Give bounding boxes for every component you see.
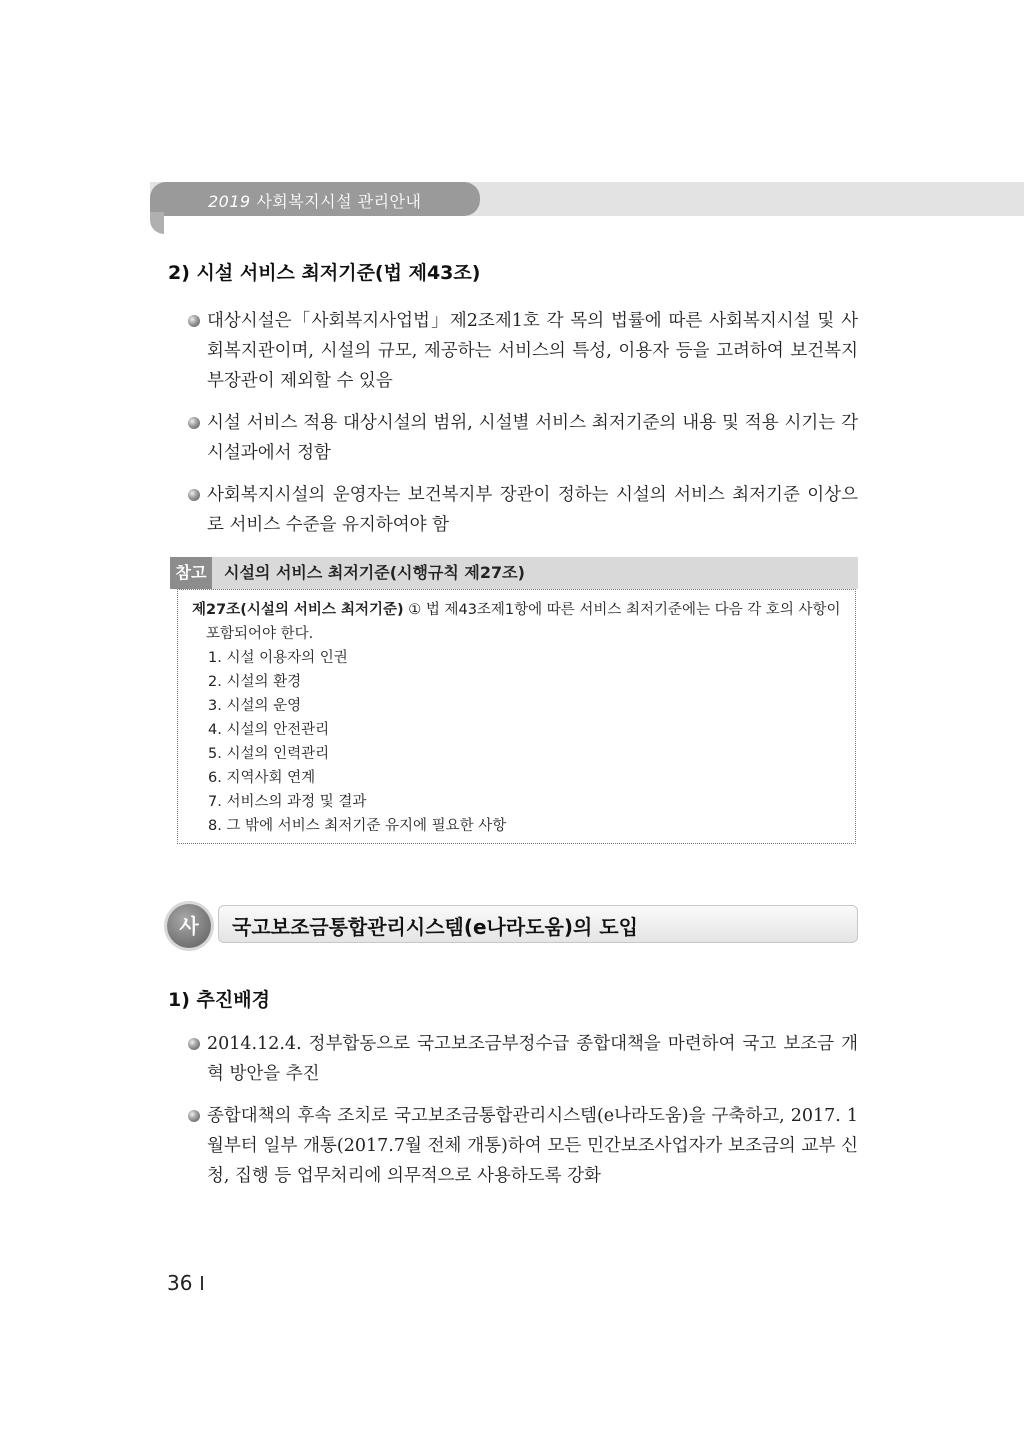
article-item-list [208, 646, 506, 838]
list-item-text: 2014.12.4. 정부합동으로 국고보조금부정수급 종합대책을 마련하여 국고 보조금 개혁 방안을 추진 [207, 1034, 858, 1084]
list-item: 1. 시설 이용자의 인권 [208, 650, 348, 666]
reference-title: 시설의 서비스 최저기준(시행규칙 제27조) [224, 563, 525, 582]
list-item: 5. 시설의 인력관리 [208, 746, 330, 762]
list-item: 4. 시설의 안전관리 [208, 722, 330, 738]
bullet-icon [188, 489, 200, 501]
header-curl [150, 212, 164, 234]
subsection-heading-standards: 2) 시설 서비스 최저기준(법 제43조) [168, 262, 481, 284]
bullet-icon [188, 1110, 200, 1122]
section-badge: 사 [167, 904, 211, 948]
list-item-text: 대상시설은「사회복지사업법」제2조제1호 각 목의 법률에 따른 사회복지시설 및 사회복지관이며, 시설의 규모, 제공하는 서비스의 특성, 이용자 등을 고려하여 보건복지부장관이 제외할 수 있음 [207, 311, 858, 391]
bullet-icon [188, 1038, 200, 1050]
article-text-continued: 포함되어야 한다. [206, 626, 314, 642]
subsection-heading-background: 1) 추진배경 [168, 989, 270, 1011]
reference-lead [192, 598, 847, 646]
list-item: 7. 서비스의 과정 및 결과 [208, 794, 367, 810]
reference-box-header [170, 557, 858, 589]
list-item [188, 306, 858, 396]
running-header [208, 189, 421, 212]
bullet-icon [188, 417, 200, 429]
list-item: 6. 지역사회 연계 [208, 770, 316, 786]
list-item-text: 사회복지시설의 운영자는 보건복지부 장관이 정하는 시설의 서비스 최저기준 이상으로 서비스 수준을 유지하여야 함 [207, 485, 858, 535]
header-title: 사회복지시설 관리안내 [256, 192, 422, 211]
bullet-icon [188, 315, 200, 327]
list-item: 3. 시설의 운영 [208, 698, 302, 714]
list-item [188, 480, 858, 540]
list-item [188, 408, 858, 468]
list-item: 8. 그 밖에 서비스 최저기준 유지에 필요한 사항 [208, 818, 507, 834]
reference-box [170, 557, 858, 845]
reference-body [177, 589, 856, 844]
list-item [188, 1029, 858, 1089]
list-item [188, 1101, 858, 1191]
list-item: 2. 시설의 환경 [208, 674, 302, 690]
list-item-text: 종합대책의 후속 조치로 국고보조금통합관리시스템(e나라도움)을 구축하고, 2017. 1월부터 일부 개통(2017.7월 전체 개통)하여 모든 민간보조사업자가 보조금의 교부 신청, 집행 등 업무처리에 의무적으로 사용하도록 강화 [207, 1106, 858, 1186]
article-title: 제27조(시설의 서비스 최저기준) [192, 602, 404, 618]
page-number-divider [201, 1276, 203, 1290]
list-item-text: 시설 서비스 적용 대상시설의 범위, 시설별 서비스 최저기준의 내용 및 적용 시기는 각 시설과에서 정함 [207, 413, 858, 463]
header-year: 2019 [208, 192, 251, 211]
article-text: ① 법 제43조제1항에 따른 서비스 최저기준에는 다음 각 호의 사항이 [408, 602, 841, 618]
section-title: 국고보조금통합관리시스템(e나라도움)의 도입 [232, 915, 638, 939]
reference-tag: 참고 [170, 557, 212, 589]
page-number: 36 [167, 1271, 193, 1295]
